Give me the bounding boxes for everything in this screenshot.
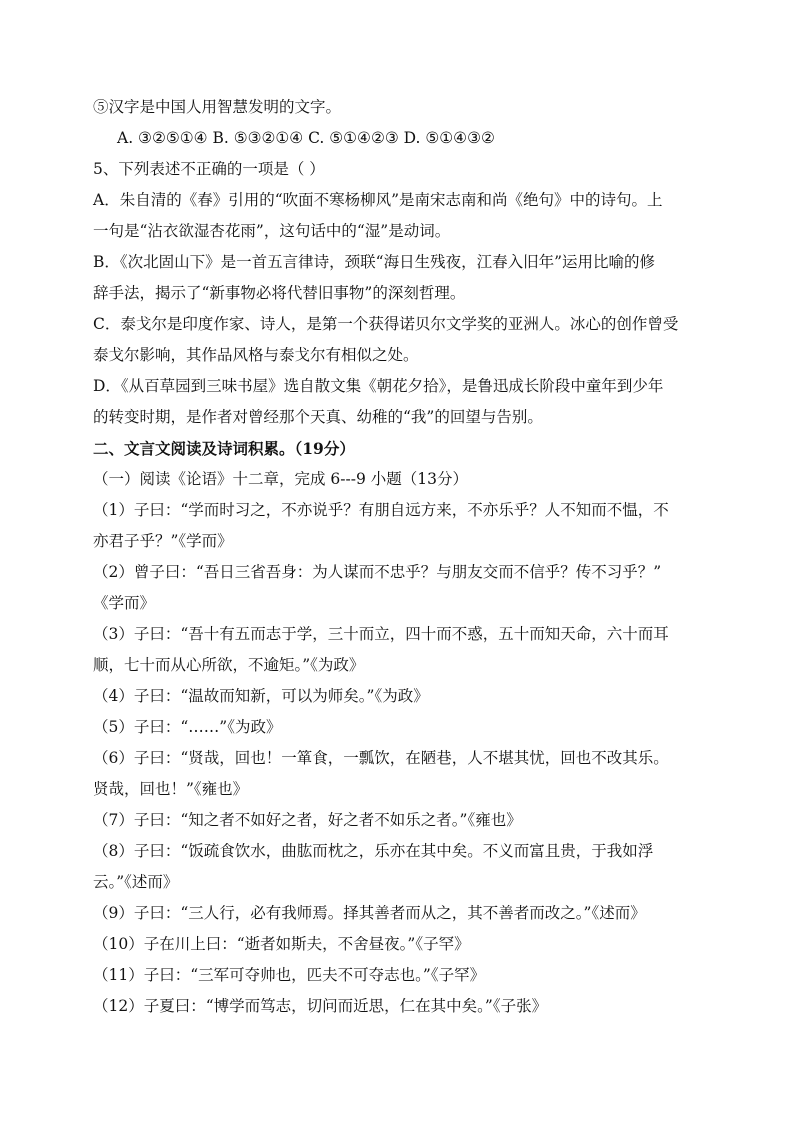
document-page — [93, 92, 699, 1022]
q5-option-b-line-1: B．《次北固山下》是一首五言律诗，颈联“海日生残夜，江春入旧年”运用比喻的修 — [93, 253, 655, 271]
analects-item-6-line-1: （6）子曰：“贤哉，回也！一箪食，一瓢饮，在陋巷，人不堪其忧，回也不改其乐。 — [93, 749, 669, 767]
analects-item-1-line-2: 亦君子乎？”《学而》 — [93, 532, 233, 550]
q5-option-a-line-2: 一句是“沾衣欲湿杏花雨”，这句话中的“湿”是动词。 — [93, 222, 451, 240]
analects-item-8-line-1: （8）子曰：“饭疏食饮水，曲肱而枕之，乐亦在其中矣。不义而富且贵，于我如浮 — [93, 842, 654, 860]
analects-item-3-line-1: （3）子曰：“吾十有五而志于学，三十而立，四十而不惑，五十而知天命，六十而耳 — [93, 625, 669, 643]
analects-item-4: （4）子曰：“温故而知新，可以为师矣。”《为政》 — [93, 687, 429, 705]
analects-item-3-line-2: 顺，七十而从心所欲，不逾矩。”《为政》 — [93, 656, 365, 674]
analects-item-5: （5）子曰：“……”《为政》 — [93, 718, 282, 736]
analects-item-9: （9）子曰：“三人行，必有我师焉。择其善者而从之，其不善者而改之。”《述而》 — [93, 904, 646, 922]
q5-option-a-line-1: A．朱自清的《春》引用的“吹面不寒杨柳风”是南宋志南和尚《绝句》中的诗句。上 — [93, 191, 663, 209]
q4-item-5: ⑤汉字是中国人用智慧发明的文字。 — [93, 98, 342, 116]
analects-item-10: （10）子在川上曰：“逝者如斯夫，不舍昼夜。”《子罕》 — [93, 935, 470, 953]
q5-option-b-line-2: 辞手法，揭示了“新事物必将代替旧事物”的深刻哲理。 — [93, 284, 466, 302]
analects-item-12: （12）子夏曰：“博学而笃志，切问而近思，仁在其中矣。”《子张》 — [93, 997, 548, 1015]
q5-option-c-line-2: 泰戈尔影响，其作品风格与泰戈尔有相似之处。 — [93, 346, 419, 364]
section-2-heading: 二、文言文阅读及诗词积累。（19分） — [93, 439, 355, 458]
analects-item-8-line-2: 云。”《述而》 — [93, 873, 179, 891]
analects-list — [93, 495, 699, 1022]
analects-item-7: （7）子曰：“知之者不如好之者，好之者不如乐之者。”《雍也》 — [93, 811, 522, 829]
analects-item-2-line-2: 《学而》 — [93, 594, 156, 612]
analects-item-1-line-1: （1）子曰：“学而时习之，不亦说乎？有朋自远方来，不亦乐乎？人不知而不愠，不 — [93, 501, 669, 519]
q4-options: A. ③②⑤①④ B. ⑤③②①④ C. ⑤①④②③ D. ⑤①④③② — [117, 129, 495, 147]
analects-item-11: （11）子曰：“三军可夺帅也，匹夫不可夺志也。”《子罕》 — [93, 966, 486, 984]
section-2-subheading: （一）阅读《论语》十二章，完成 6---9 小题（13分） — [93, 470, 469, 488]
q5-option-d-line-2: 的转变时期，是作者对曾经那个天真、幼稚的“我”的回望与告别。 — [93, 408, 543, 426]
q5-stem: 5、下列表述不正确的一项是（ ） — [93, 160, 325, 178]
q5-option-c-line-1: C．泰戈尔是印度作家、诗人，是第一个获得诺贝尔文学奖的亚洲人。冰心的创作曾受 — [93, 315, 679, 333]
analects-item-6-line-2: 贤哉，回也！”《雍也》 — [93, 780, 249, 798]
analects-item-2-line-1: （2）曾子曰：“吾日三省吾身：为人谋而不忠乎？与朋友交而不信乎？传不习乎？” — [93, 563, 662, 581]
q5-option-d-line-1: D．《从百草园到三味书屋》选自散文集《朝花夕拾》，是鲁迅成长阶段中童年到少年 — [93, 377, 664, 395]
